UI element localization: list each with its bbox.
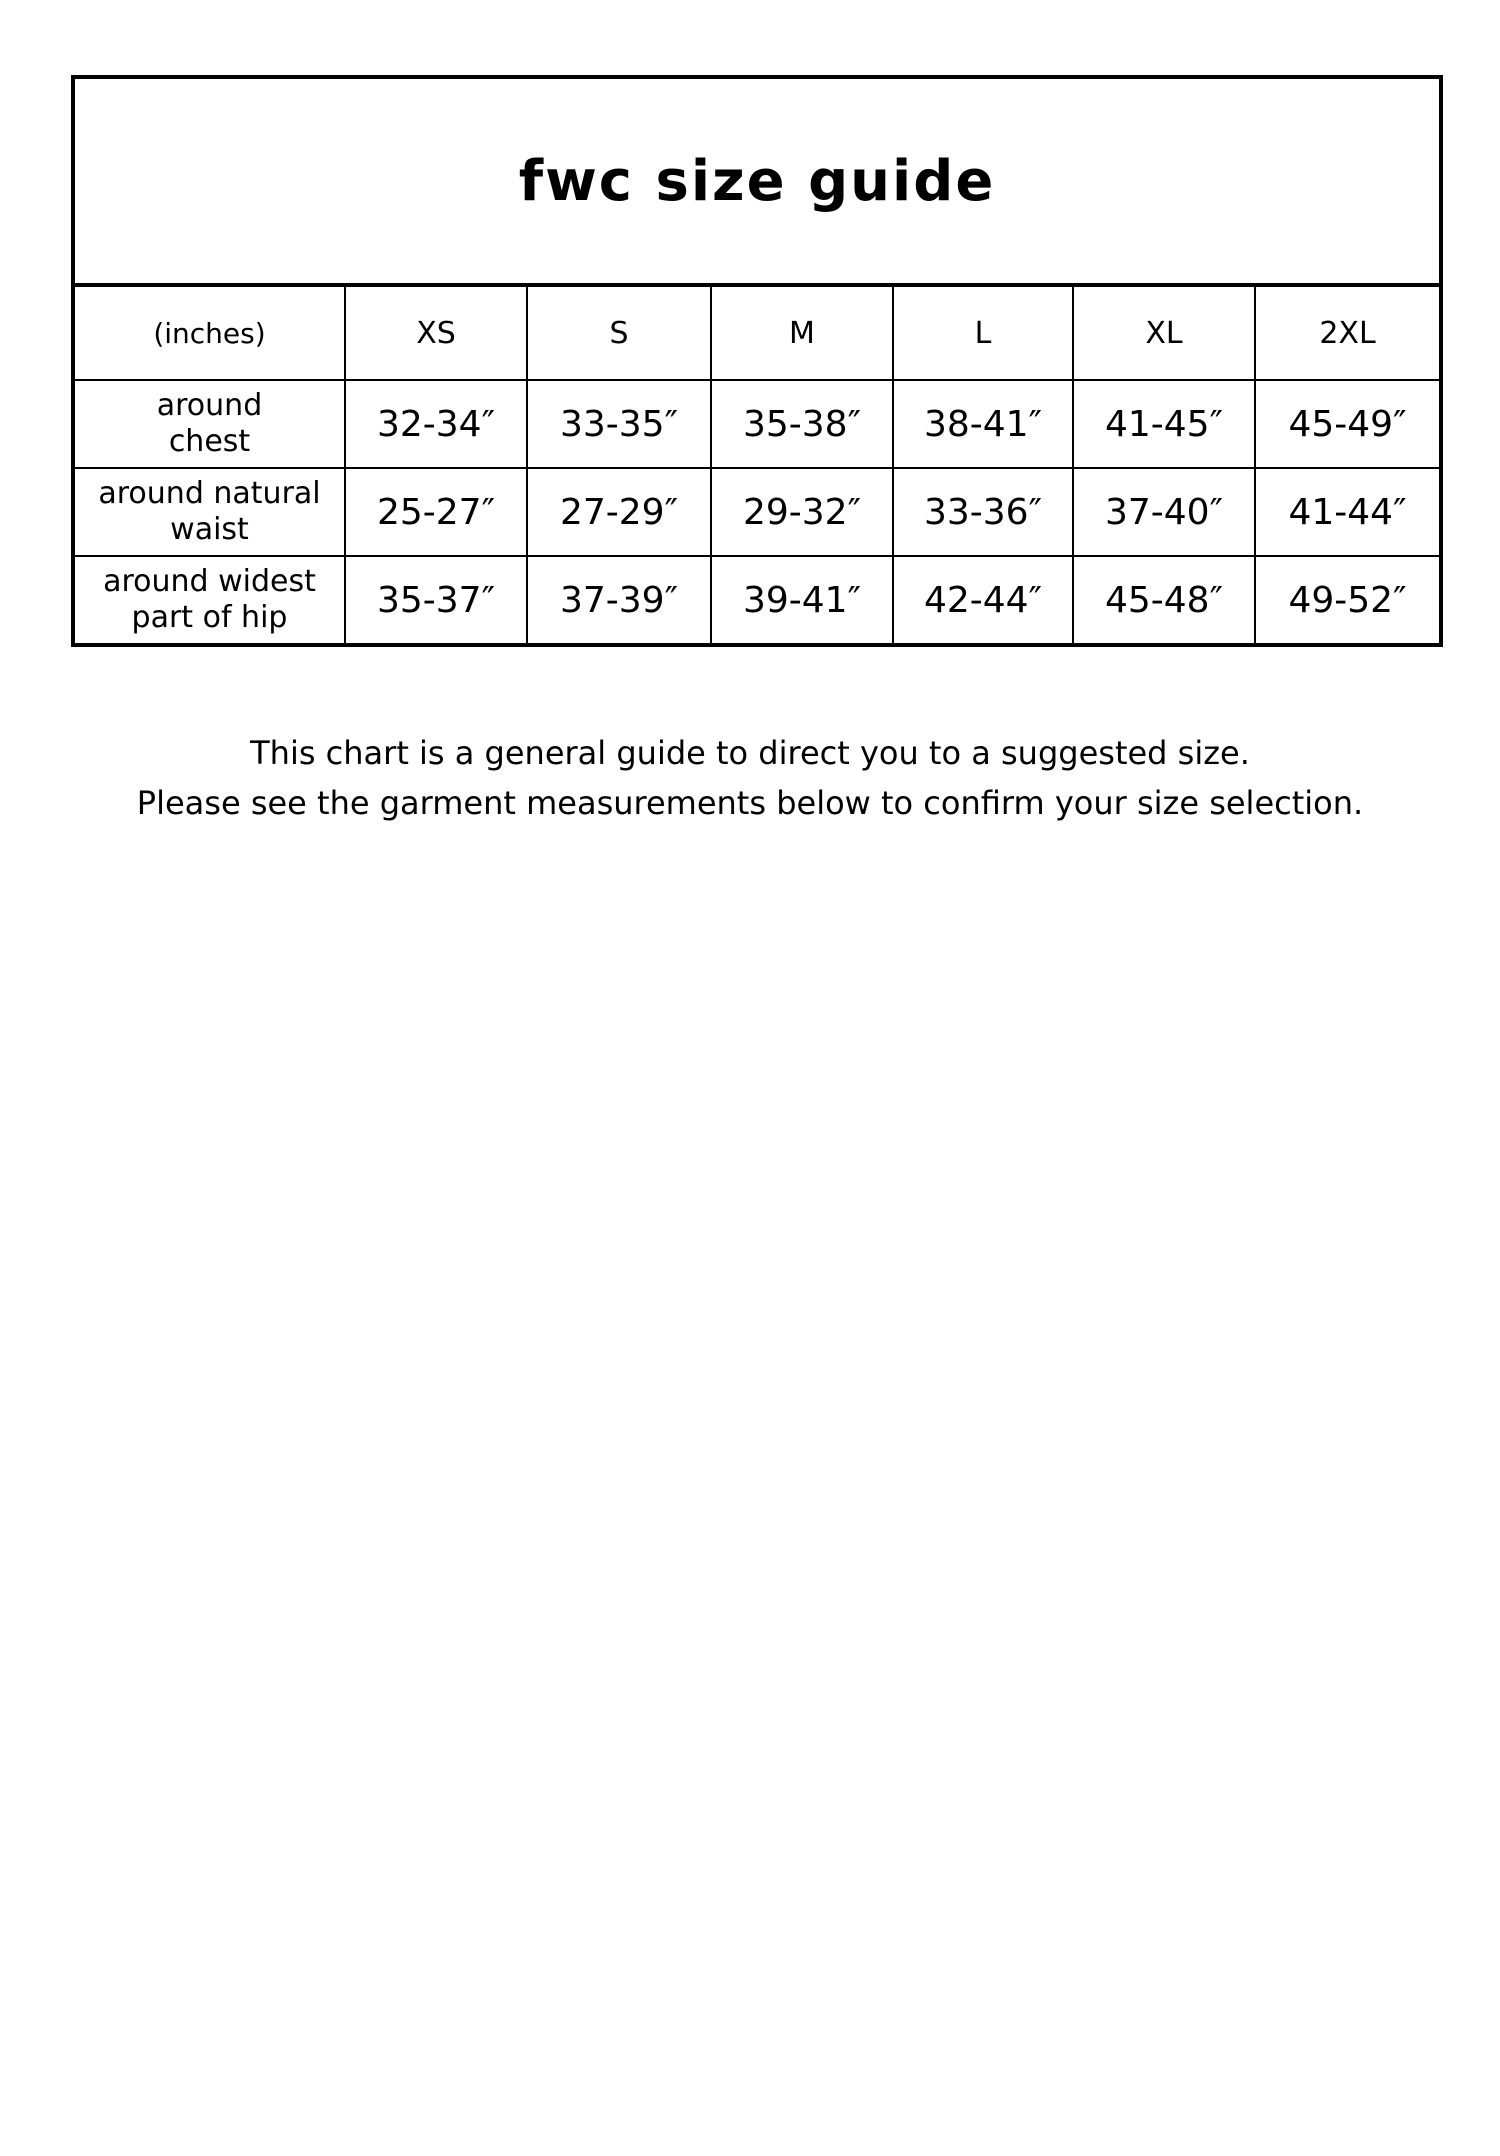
chest-label-line2: chest bbox=[168, 424, 251, 459]
size-guide-note bbox=[0, 728, 1500, 828]
chest-m: 35-38″ bbox=[711, 380, 893, 468]
size-guide-title: fwc size guide bbox=[73, 77, 1441, 285]
size-guide-table bbox=[71, 75, 1443, 647]
waist-xs: 25-27″ bbox=[345, 468, 527, 556]
waist-m: 29-32″ bbox=[711, 468, 893, 556]
chest-xs: 32-34″ bbox=[345, 380, 527, 468]
chest-s: 33-35″ bbox=[527, 380, 711, 468]
waist-label-line2: waist bbox=[170, 512, 249, 547]
note-line-2: Please see the garment measurements below to confirm your size selection. bbox=[136, 784, 1364, 822]
unit-label: (inches) bbox=[73, 285, 345, 380]
waist-2xl: 41-44″ bbox=[1255, 468, 1441, 556]
hip-m: 39-41″ bbox=[711, 556, 893, 645]
hip-label-line2: part of hip bbox=[131, 600, 288, 635]
waist-l: 33-36″ bbox=[893, 468, 1073, 556]
chest-xl: 41-45″ bbox=[1073, 380, 1255, 468]
size-header-2xl: 2XL bbox=[1255, 285, 1441, 380]
chest-row-label bbox=[73, 380, 345, 468]
hip-row-label bbox=[73, 556, 345, 645]
hip-s: 37-39″ bbox=[527, 556, 711, 645]
hip-row bbox=[73, 556, 1441, 645]
hip-2xl: 49-52″ bbox=[1255, 556, 1441, 645]
hip-l: 42-44″ bbox=[893, 556, 1073, 645]
size-header-l: L bbox=[893, 285, 1073, 380]
waist-label-line1: around natural bbox=[98, 476, 321, 511]
note-line-1: This chart is a general guide to direct you to a suggested size. bbox=[250, 734, 1250, 772]
chest-2xl: 45-49″ bbox=[1255, 380, 1441, 468]
chest-label-line1: around bbox=[156, 388, 263, 423]
size-header-row bbox=[73, 285, 1441, 380]
size-header-s: S bbox=[527, 285, 711, 380]
hip-xs: 35-37″ bbox=[345, 556, 527, 645]
size-header-xl: XL bbox=[1073, 285, 1255, 380]
size-header-xs: XS bbox=[345, 285, 527, 380]
chest-l: 38-41″ bbox=[893, 380, 1073, 468]
waist-xl: 37-40″ bbox=[1073, 468, 1255, 556]
size-header-m: M bbox=[711, 285, 893, 380]
chest-row bbox=[73, 380, 1441, 468]
waist-row-label bbox=[73, 468, 345, 556]
waist-row bbox=[73, 468, 1441, 556]
waist-s: 27-29″ bbox=[527, 468, 711, 556]
hip-xl: 45-48″ bbox=[1073, 556, 1255, 645]
hip-label-line1: around widest bbox=[103, 564, 316, 599]
